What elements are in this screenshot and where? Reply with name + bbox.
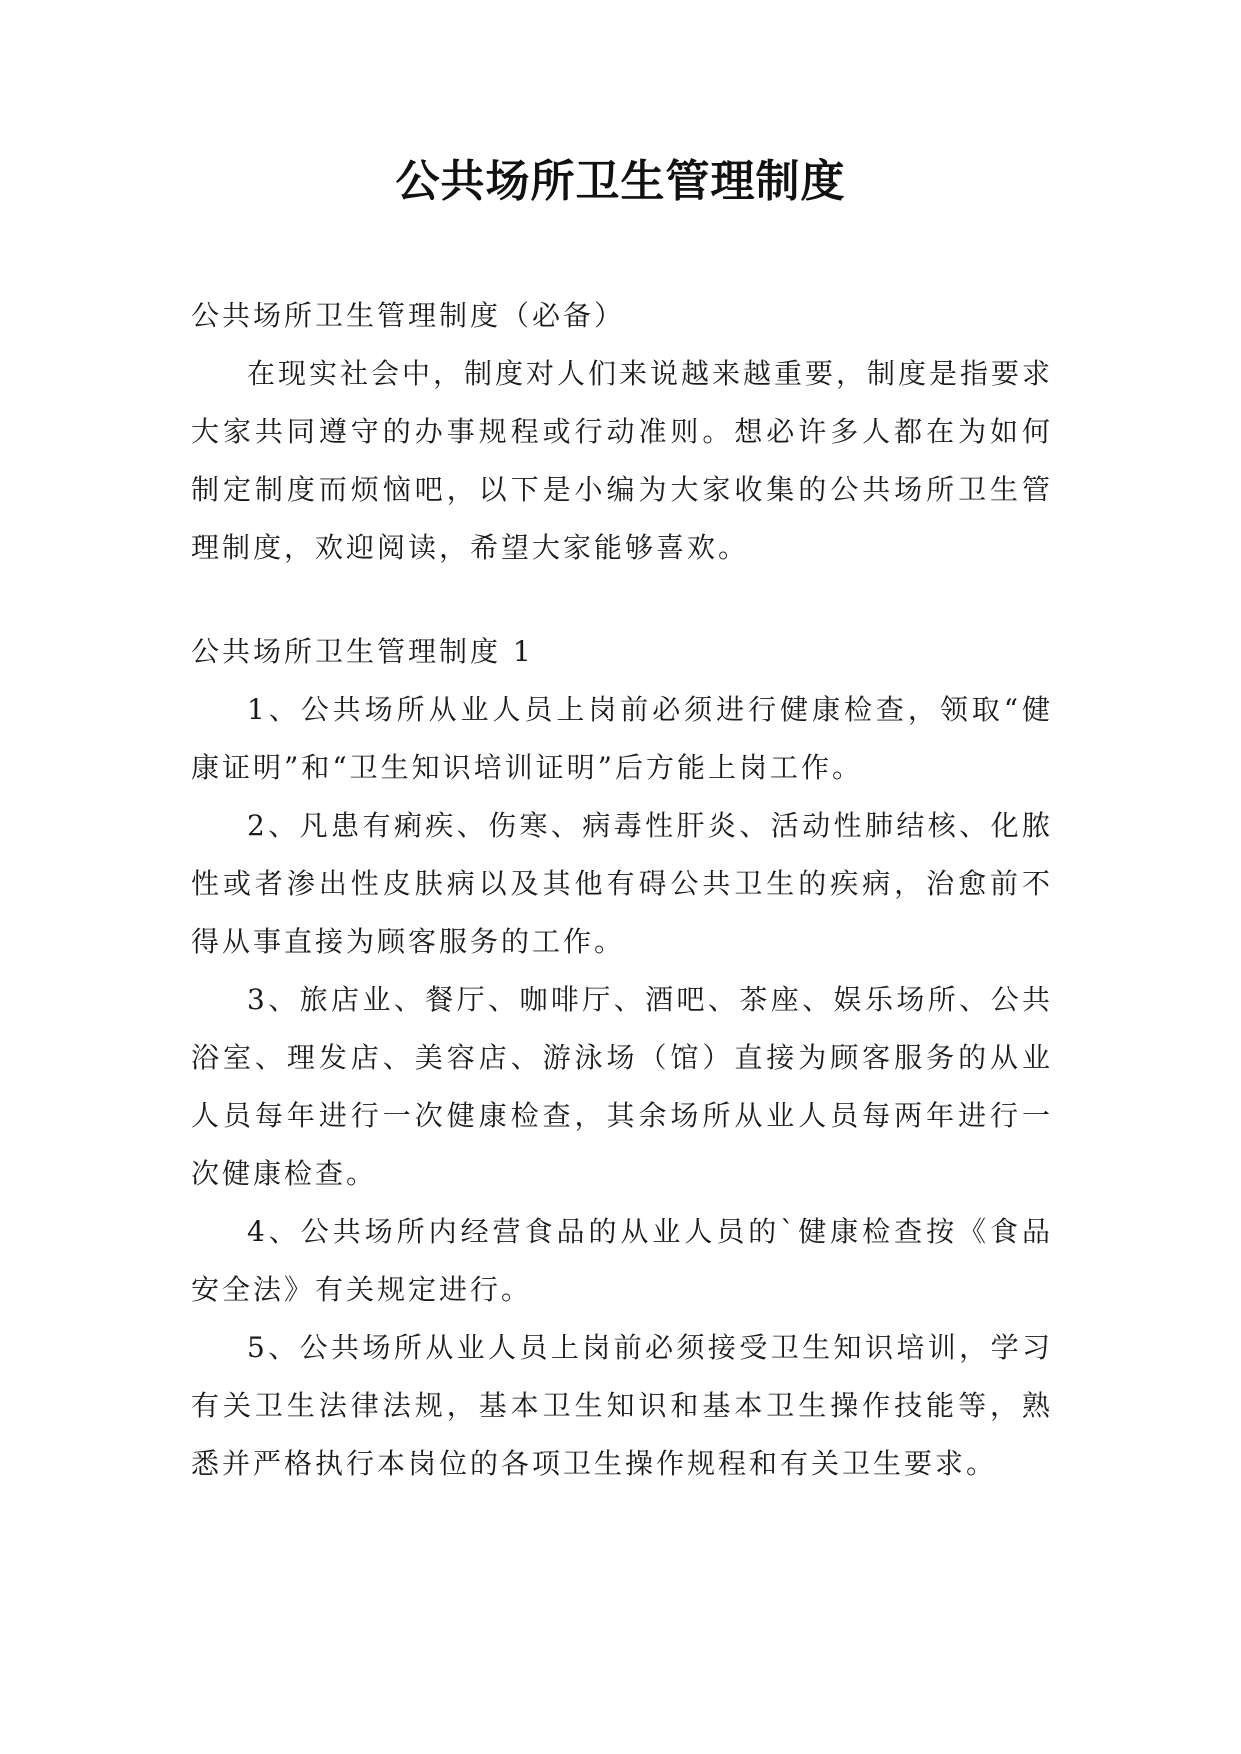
document-title: 公共场所卫生管理制度 (395, 156, 846, 207)
section-spacer (191, 577, 1053, 623)
list-item-3: 3、旅店业、餐厅、咖啡厅、酒吧、茶座、娱乐场所、公共浴室、理发店、美容店、游泳场（馆）直接为顾客服务的从业人员每年进行一次健康检查，其余场所从业人员每两年进行一次健康检查。 (191, 983, 1053, 1190)
section-heading-1: 公共场所卫生管理制度 1 (191, 635, 534, 668)
list-item-2: 2、凡患有痢疾、伤寒、病毒性肝炎、活动性肺结核、化脓性或者渗出性皮肤病以及其他有碍公共卫生的疾病，治愈前不得从事直接为顾客服务的工作。 (191, 809, 1053, 958)
list-item-1: 1、公共场所从业人员上岗前必须进行健康检查，领取“健康证明”和“卫生知识培训证明”后方能上岗工作。 (191, 693, 1053, 784)
list-item-4: 4、公共场所内经营食品的从业人员的`健康检查按《食品安全法》有关规定进行。 (191, 1215, 1053, 1306)
intro-heading: 公共场所卫生管理制度（必备） (191, 299, 626, 332)
document-body (191, 287, 1053, 1493)
list-item-5: 5、公共场所从业人员上岗前必须接受卫生知识培训，学习有关卫生法律法规，基本卫生知识和基本卫生操作技能等，熟悉并严格执行本岗位的各项卫生操作规程和有关卫生要求。 (191, 1331, 1053, 1480)
intro-paragraph: 在现实社会中，制度对人们来说越来越重要，制度是指要求大家共同遵守的办事规程或行动准则。想必许多人都在为如何制定制度而烦恼吧，以下是小编为大家收集的公共场所卫生管理制度，欢迎阅读，希望大家能够喜欢。 (191, 357, 1054, 564)
